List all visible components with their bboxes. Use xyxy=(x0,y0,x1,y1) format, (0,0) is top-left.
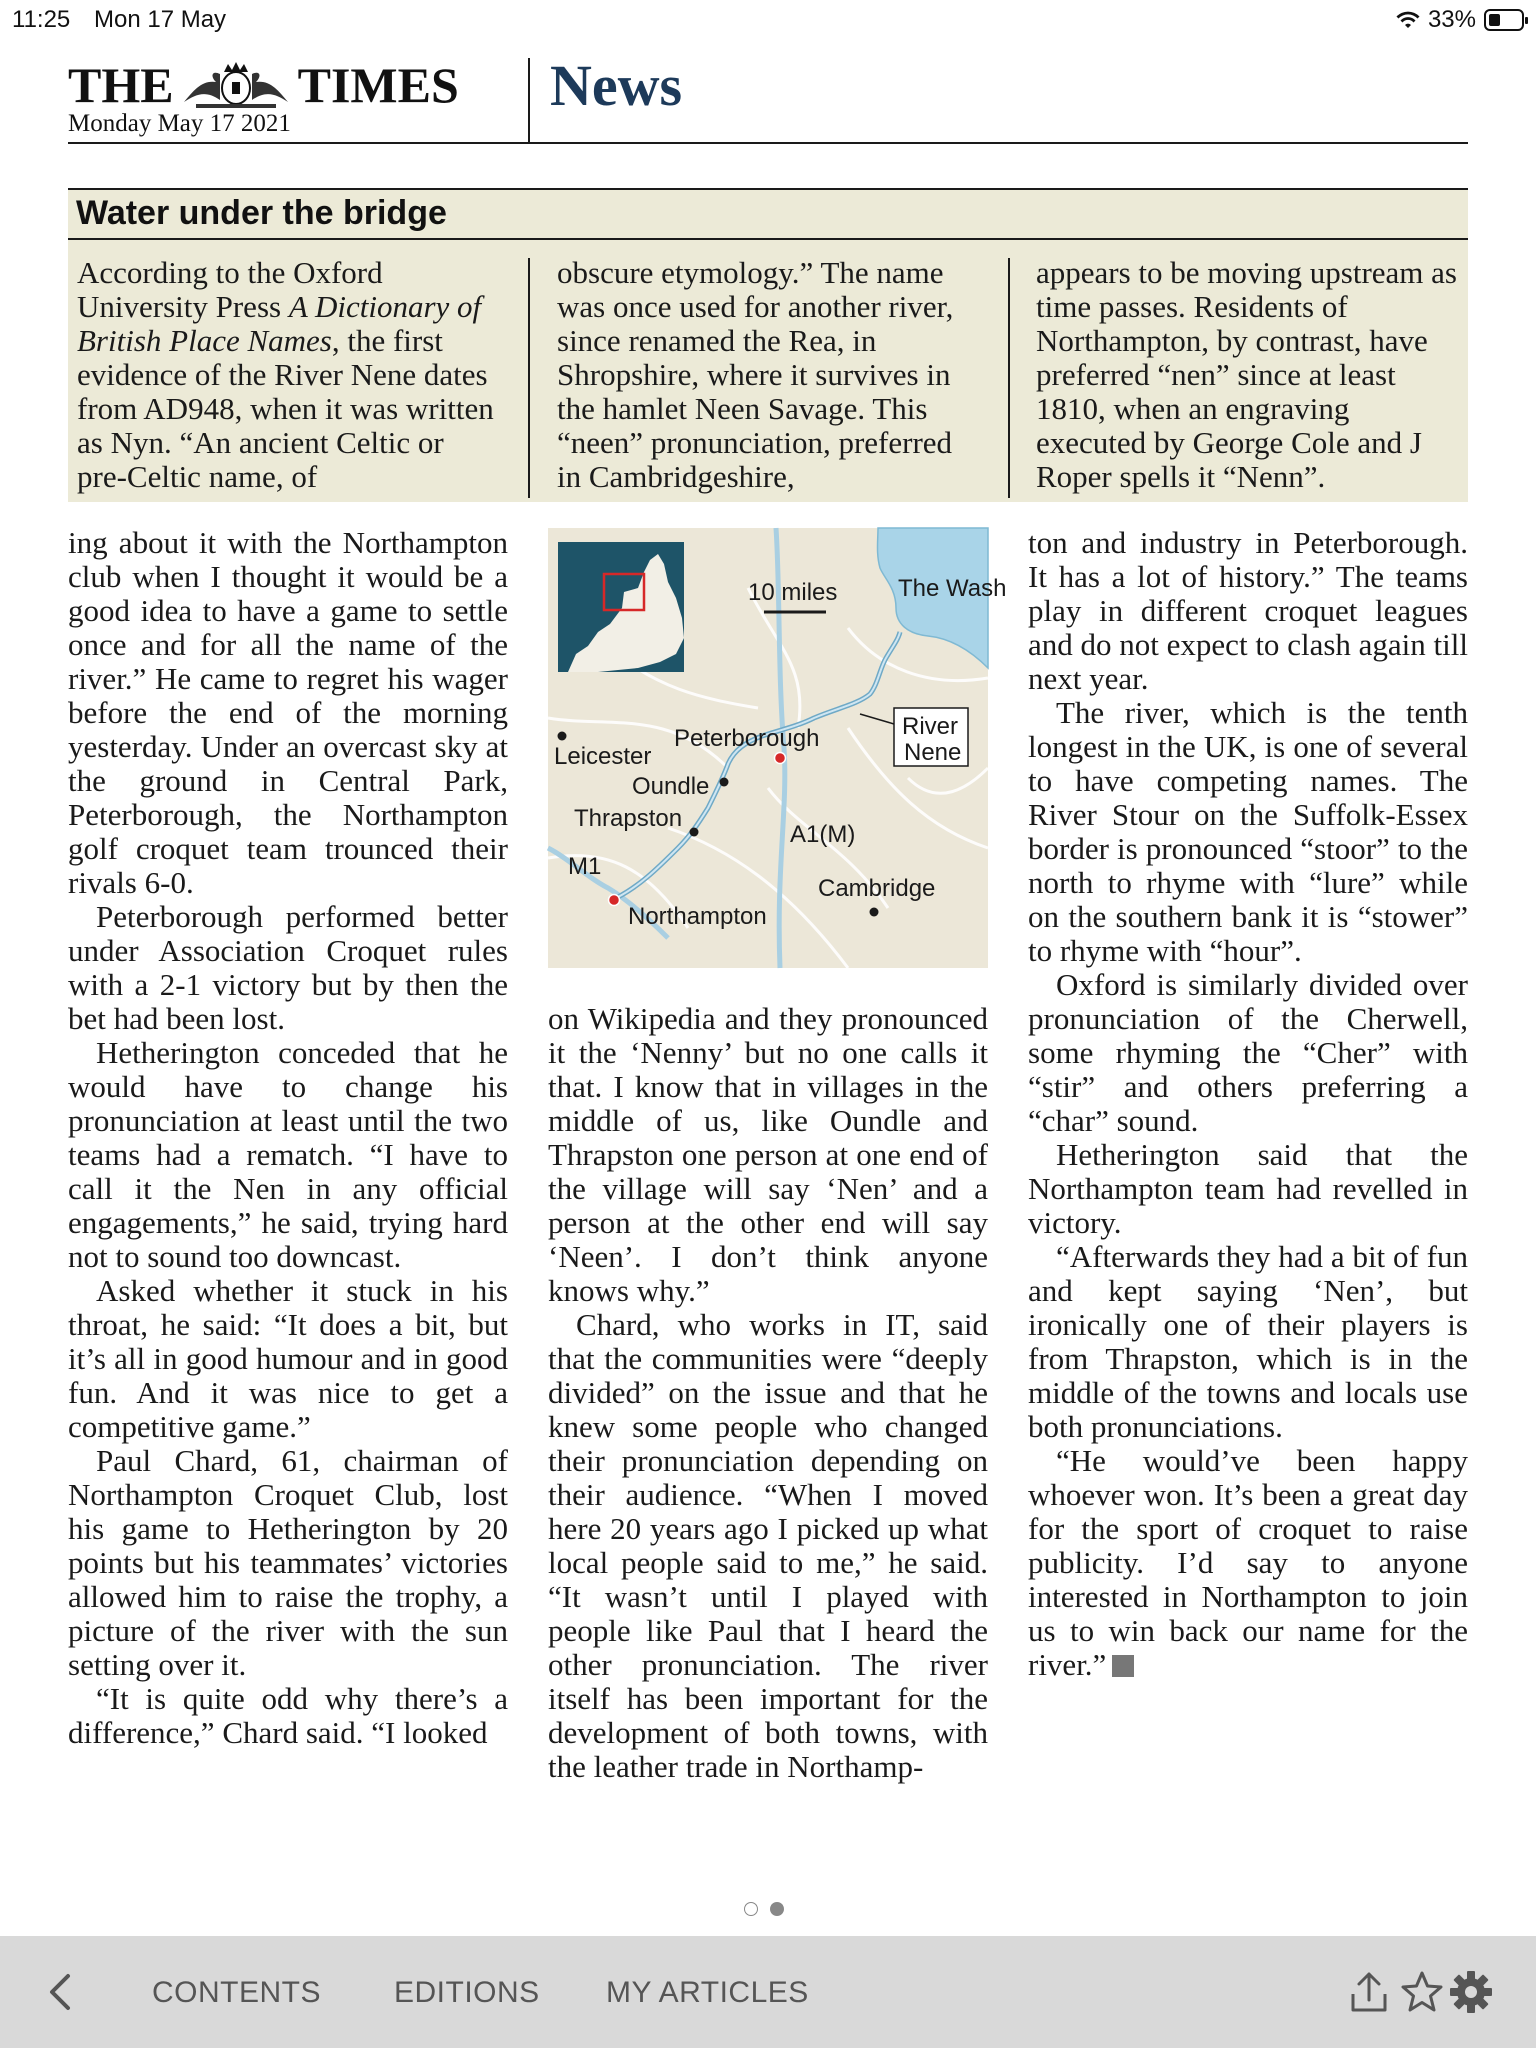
river-nene-map[interactable] xyxy=(548,528,1007,968)
section-title: News xyxy=(550,53,683,118)
paragraph: “Afterwards they had a bit of fun and kept saying ‘Nen’, but ironically one of their players is from Thrapston, which is in the middle of the towns and locals use both pronunciations. xyxy=(1028,1239,1468,1444)
contents-button[interactable]: CONTENTS xyxy=(152,1976,321,2009)
article-column-1 xyxy=(68,526,508,1750)
gear-icon[interactable] xyxy=(1447,1968,1495,2016)
page-dot-1[interactable] xyxy=(744,1902,758,1916)
paragraph: Asked whether it stuck in his throat, he said: “It does a bit, but it’s all in good humour and in good fun. And it was nice to get a competitive game.” xyxy=(68,1273,508,1444)
panel-column-2: obscure etymology.” The name was once used for another river, since renamed the Rea, in Shropshire, where it survives in the hamlet Neen Savage. This “neen” pronunciation, preferred in Cambridgeshire, xyxy=(557,255,954,494)
wifi-icon xyxy=(1396,10,1420,30)
article-column-3 xyxy=(1028,526,1468,1682)
status-right xyxy=(1396,6,1524,34)
status-time: 11:25 xyxy=(12,6,71,33)
town-marker xyxy=(558,732,567,741)
panel-divider xyxy=(1008,258,1010,498)
status-date: Mon 17 May xyxy=(94,6,227,33)
page-indicator xyxy=(744,1902,784,1916)
town-marker xyxy=(870,908,879,917)
chevron-left-icon[interactable] xyxy=(42,1972,82,2012)
town-label-cambridge: Cambridge xyxy=(818,875,936,902)
town-label-peterborough: Peterborough xyxy=(674,725,820,752)
town-label-thrapston: Thrapston xyxy=(574,805,683,832)
town-marker-red xyxy=(775,753,786,764)
scale-label: 10 miles xyxy=(748,579,838,606)
masthead-divider xyxy=(528,58,530,144)
times-logo xyxy=(68,56,459,114)
inset-map xyxy=(558,542,684,672)
battery-percent: 33% xyxy=(1427,6,1476,33)
river-label-line1: River xyxy=(902,713,959,740)
paragraph: ton and industry in Peterborough. It has a lot of history.” The teams play in different croquet leagues and do not expect to clash again till next year. xyxy=(1028,525,1468,696)
the-wash-label: The Wash xyxy=(898,575,1007,602)
status-bar xyxy=(0,0,1536,40)
bottom-toolbar xyxy=(0,1936,1536,2048)
article-column-2 xyxy=(548,1002,988,1784)
river-label-line2: Nene xyxy=(904,739,962,766)
my-articles-button[interactable]: MY ARTICLES xyxy=(606,1976,809,2009)
paragraph-last: “He would’ve been happy whoever won. It’s been a great day for the sport of croquet to raise publicity. I’d say to anyone interested in Northampton to join us to win back our name for the river.” xyxy=(1028,1443,1468,1682)
publication-date: Monday May 17 2021 xyxy=(68,110,291,137)
road-label-a1m: A1(M) xyxy=(790,821,856,848)
sidebar-panel xyxy=(68,188,1468,502)
paragraph: Hetherington conceded that he would have to change his pronunciation at least until the two teams had a rematch. “I have to call it the Nen in any official engagements,” he said, trying hard not to sound too downcast. xyxy=(68,1035,508,1274)
end-of-article-mark xyxy=(1112,1655,1134,1677)
paragraph: Hetherington said that the Northampton team had revelled in victory. xyxy=(1028,1137,1468,1240)
town-label-northampton: Northampton xyxy=(628,903,767,930)
panel-divider xyxy=(528,258,530,498)
panel-title: Water under the bridge xyxy=(76,194,447,232)
logo-times: TIMES xyxy=(297,57,459,113)
share-icon[interactable] xyxy=(1345,1968,1393,2016)
town-marker-red xyxy=(609,895,620,906)
paragraph: The river, which is the tenth longest in the UK, is one of several to have competing names. The River Stour on the Suffolk-Essex border is pronounced “stoor” to the north to rhyme with “lure” while on the southern bank it is “stower” to rhyme with “hour”. xyxy=(1028,695,1468,968)
paragraph: Chard, who works in IT, said that the communities were “deeply divided” on the issue and that he knew some people who changed their pronunciation depending on their audience. “When I moved here 20 years ago I picked up what local people said to me,” he said. “It wasn’t until I played with people like Paul that I heard the other pronunciation. The river itself has been important for the development of both towns, with the leather trade in Northamp- xyxy=(548,1307,988,1784)
royal-crest-icon xyxy=(176,60,296,110)
map-graphic xyxy=(548,528,1007,968)
logo-the: THE xyxy=(68,57,174,113)
town-marker xyxy=(720,778,729,787)
paragraph: Oxford is similarly divided over pronunciation of the Cherwell, some rhyming the “Cher” with “stir” and others preferring a “char” sound. xyxy=(1028,967,1468,1138)
panel-column-1: According to the Oxford University Press A Dictionary of British Place Names, the first evidence of the River Nene dates from AD948, when it was written as Nyn. “An ancient Celtic or pre-Celtic name, of xyxy=(77,255,494,494)
editions-button[interactable]: EDITIONS xyxy=(394,1976,540,2009)
paragraph: “It is quite odd why there’s a difference,” Chard said. “I looked xyxy=(68,1681,508,1750)
masthead xyxy=(68,52,1468,144)
paragraph: Peterborough performed better under Association Croquet rules with a 2-1 victory but by then the bet had been lost. xyxy=(68,899,508,1036)
battery-icon xyxy=(1484,9,1524,31)
panel-column-3: appears to be moving upstream as time passes. Residents of Northampton, by contrast, have preferred “nen” since at least 1810, when an engraving executed by George Cole and J Roper spells it “Nenn”. xyxy=(1036,255,1457,494)
panel-rule xyxy=(68,238,1468,240)
page-dot-2-active[interactable] xyxy=(770,1902,784,1916)
road-label-m1: M1 xyxy=(568,853,602,880)
town-label-oundle: Oundle xyxy=(632,773,710,800)
paragraph: on Wikipedia and they pronounced it the ‘Nenny’ but no one calls it that. I know that in villages in the middle of us, like Oundle and Thrapston one person at one end of the village will say ‘Nen’ and a person at the other end will say ‘Neen’. I don’t think anyone knows why.” xyxy=(548,1001,988,1308)
town-marker xyxy=(690,828,699,837)
town-label-leicester: Leicester xyxy=(554,743,652,770)
star-icon[interactable] xyxy=(1398,1968,1446,2016)
paragraph: ing about it with the Northampton club when I thought it would be a good idea to have a game to settle once and for all the name of the river.” He came to regret his wager before the end of the morning yesterday. Under an overcast sky at the ground in Central Park, Peterborough, the Northampton golf croquet team trounced their rivals 6-0. xyxy=(68,525,508,900)
paragraph: Paul Chard, 61, chairman of Northampton Croquet Club, lost his game to Hetherington by 20 points but his teammates’ victories allowed him to raise the trophy, a picture of the river with the sun setting over it. xyxy=(68,1443,508,1682)
